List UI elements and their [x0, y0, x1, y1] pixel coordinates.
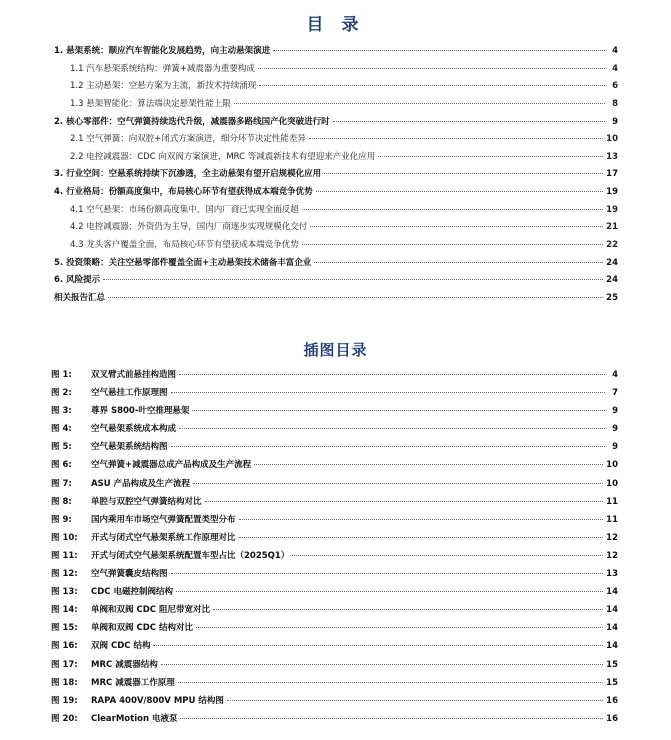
figure-entry-text — [51, 493, 202, 511]
figure-entry[interactable] — [46, 456, 618, 474]
dot-leader — [302, 209, 603, 210]
figure-entry[interactable] — [46, 619, 618, 637]
figure-entry[interactable] — [46, 601, 618, 619]
dot-leader — [333, 121, 605, 122]
dot-leader — [193, 483, 603, 484]
toc-entry-page: 19 — [606, 204, 618, 215]
toc-entry-page: 9 — [612, 116, 618, 127]
toc-entry-page: 4 — [612, 46, 618, 56]
figure-entry-page: 12 — [606, 532, 618, 543]
toc-entry-label: 3. 行业空间：空悬系统持续下沉渗透，全主动悬架有望开启规模化应用 — [54, 169, 322, 180]
figure-number: 图 9: — [51, 514, 72, 525]
figure-title: 空气悬挂工作原理图 — [91, 388, 168, 399]
dot-leader — [179, 374, 605, 375]
dot-leader — [309, 138, 603, 139]
dot-leader — [176, 591, 603, 592]
toc-entry-page: 6 — [612, 81, 618, 92]
toc-entry[interactable] — [46, 272, 618, 290]
figure-entry-text — [51, 456, 251, 474]
dot-leader — [180, 718, 603, 719]
toc-entry-label: 1.3 悬架智能化：算法端决定悬架性能上限 — [70, 98, 231, 109]
dot-leader — [227, 700, 603, 701]
figure-entry-text — [51, 366, 176, 384]
toc-entry-label: 4.1 空气悬架：市场份额高度集中，国内厂商已实现全面反超 — [70, 204, 299, 215]
toc-entry-label: 相关报告汇总 — [54, 292, 106, 303]
figure-title: MRC 减震器结构 — [91, 659, 158, 670]
figure-number: 图 18: — [51, 677, 78, 688]
figure-entry[interactable] — [46, 529, 618, 547]
figures-title: 插图目录 — [303, 341, 368, 359]
figure-entry-text — [51, 710, 177, 728]
figure-number: 图 16: — [51, 641, 78, 652]
figure-title: 空气悬架系统结构图 — [91, 442, 168, 453]
dot-leader — [108, 297, 603, 298]
figure-number: 图 11: — [51, 550, 78, 561]
figure-entry-text — [51, 420, 176, 438]
toc-entry-label: 2.1 空气弹簧：向双腔+闭式方案演进，细分环节决定性能差异 — [70, 134, 306, 145]
toc-entry[interactable] — [46, 114, 618, 132]
dot-leader — [258, 68, 605, 69]
figure-entry-page: 7 — [612, 388, 618, 399]
figure-entry[interactable] — [46, 402, 618, 420]
toc-entry[interactable] — [46, 290, 618, 308]
figure-title: ClearMotion 电液泵 — [91, 713, 178, 724]
figure-entry[interactable] — [46, 692, 618, 710]
dot-leader — [310, 226, 603, 227]
figure-entry-page: 14 — [606, 605, 618, 616]
figure-entry[interactable] — [46, 493, 618, 511]
figure-entry-text — [51, 637, 150, 655]
toc-entry-page: 24 — [606, 275, 618, 286]
figure-title: 开式与闭式空气悬架系统配置车型占比（2025Q1） — [91, 550, 290, 561]
figure-entry-page: 16 — [606, 695, 618, 706]
figure-number: 图 7: — [51, 478, 72, 489]
figure-entry[interactable] — [46, 384, 618, 402]
figure-entry[interactable] — [46, 583, 618, 601]
toc-entry-label: 1.1 汽车悬架系统结构：弹簧+减震器为重要构成 — [70, 63, 255, 74]
toc-entry-label: 5. 投资策略：关注空悬零部件覆盖全面+主动悬架技术储备丰富企业 — [54, 257, 312, 268]
figure-entry[interactable] — [46, 475, 618, 493]
figure-title: 空气弹簧囊皮结构图 — [91, 569, 168, 580]
figure-entry-text — [51, 511, 236, 529]
toc-entry-page: 22 — [606, 240, 618, 251]
toc-entry-page: 8 — [612, 98, 618, 109]
dot-leader — [259, 85, 605, 86]
figure-entry-text — [51, 402, 189, 420]
toc-entry-page: 4 — [612, 63, 618, 74]
dot-leader — [316, 191, 604, 192]
dot-leader — [161, 664, 603, 665]
figure-entry[interactable] — [46, 366, 618, 384]
dot-leader — [171, 392, 605, 393]
figure-title: 开式与闭式空气悬架系统工作原理对比 — [91, 532, 236, 543]
figure-title: 双阀 CDC 结构 — [91, 641, 151, 652]
figure-entry-page: 11 — [606, 496, 618, 507]
figure-entry-text — [51, 565, 168, 583]
figure-title: CDC 电磁控制阀结构 — [91, 587, 173, 598]
toc-entry-label: 6. 风险提示 — [54, 275, 101, 286]
dot-leader — [292, 555, 603, 556]
figure-entry-text — [51, 583, 173, 601]
toc-list — [46, 43, 618, 308]
toc-entry-label: 2.2 电控减震器：CDC 向双阀方案演进，MRC 等减震新技术有望迎来产业化应用 — [70, 151, 376, 162]
dot-leader — [171, 446, 605, 447]
figure-number: 图 12: — [51, 569, 78, 580]
dot-leader — [314, 262, 603, 263]
figure-entry-page: 15 — [606, 659, 618, 670]
figure-number: 图 6: — [51, 460, 72, 471]
figure-title: 双叉臂式前悬挂构造图 — [91, 370, 177, 380]
dot-leader — [192, 410, 605, 411]
toc-entry-label: 4.2 电控减震器：外资仍为主导，国内厂商逐步实现规模化交付 — [70, 222, 308, 233]
figure-title: 单腔与双腔空气弹簧结构对比 — [91, 496, 202, 507]
figure-entry-text — [51, 601, 210, 619]
toc-entry[interactable] — [46, 78, 618, 96]
dot-leader — [153, 645, 603, 646]
toc-entry-page: 19 — [606, 187, 618, 198]
dot-leader — [324, 173, 603, 174]
toc-entry[interactable] — [46, 184, 618, 202]
figure-entry[interactable] — [46, 656, 618, 674]
toc-entry-label: 2. 核心零部件：空气弹簧持续迭代升级，减震器多路线国产化突破进行时 — [54, 116, 330, 127]
toc-entry-label: 4.3 龙头客户覆盖全面，布局核心环节有望获成本端竞争优势 — [70, 240, 299, 251]
figure-entry-page: 12 — [606, 550, 618, 561]
figure-entry-page: 11 — [606, 514, 618, 525]
figure-entry[interactable] — [46, 547, 618, 565]
figure-title: 单阀和双阀 CDC 结构对比 — [91, 623, 193, 634]
toc-entry[interactable] — [46, 43, 618, 61]
figure-entry-text — [51, 384, 168, 402]
figure-entry-page: 16 — [606, 713, 618, 724]
dot-leader — [273, 50, 605, 51]
dot-leader — [171, 573, 604, 574]
toc-entry[interactable] — [46, 149, 618, 167]
toc-entry-page: 17 — [606, 169, 618, 180]
figure-title: RAPA 400V/800V MPU 结构图 — [91, 695, 224, 706]
figure-entry-page: 9 — [612, 442, 618, 453]
dot-leader — [179, 428, 605, 429]
toc-entry[interactable] — [46, 166, 618, 184]
figure-entry-page: 10 — [606, 478, 618, 489]
figure-entry-page: 9 — [612, 406, 618, 417]
figure-number: 图 17: — [51, 659, 78, 670]
figure-entry-page: 14 — [606, 641, 618, 652]
figure-entry-text — [51, 692, 224, 710]
figure-entry[interactable] — [46, 710, 618, 728]
toc-entry-page: 13 — [606, 151, 618, 162]
figure-entry[interactable] — [46, 420, 618, 438]
figure-number: 图 14: — [51, 605, 78, 616]
figure-number: 图 3: — [51, 406, 72, 417]
toc-entry-label: 1. 悬架系统：顺应汽车智能化发展趋势，向主动悬架演进 — [54, 46, 271, 56]
figure-title: 尊界 S800-叶空推理悬架 — [91, 406, 190, 417]
figure-number: 图 13: — [51, 587, 78, 598]
toc-entry-label: 4. 行业格局：份额高度集中，布局核心环节有望获得成本端竞争优势 — [54, 187, 313, 198]
dot-leader — [196, 627, 603, 628]
dot-leader — [254, 464, 603, 465]
figure-title: 单阀和双阀 CDC 阻尼带宽对比 — [91, 605, 210, 616]
dot-leader — [103, 279, 603, 280]
dot-leader — [213, 609, 603, 610]
figure-number: 图 10: — [51, 532, 78, 543]
figure-entry-page: 9 — [612, 424, 618, 435]
figure-number: 图 20: — [51, 713, 78, 724]
figure-number: 图 2: — [51, 388, 72, 399]
dot-leader — [239, 537, 604, 538]
figure-entry[interactable] — [46, 511, 618, 529]
toc-entry[interactable] — [46, 237, 618, 255]
figure-entry-page: 13 — [606, 569, 618, 580]
dot-leader — [205, 501, 604, 502]
figure-entry-text — [51, 529, 236, 547]
figure-title: 国内乘用车市场空气弹簧配置类型分布 — [91, 514, 236, 525]
dot-leader — [378, 156, 603, 157]
figure-number: 图 19: — [51, 695, 78, 706]
toc-entry-page: 10 — [606, 134, 618, 145]
dot-leader — [178, 682, 603, 683]
figure-number: 图 1: — [51, 370, 72, 380]
figure-title: MRC 减震器工作原理 — [91, 677, 175, 688]
figure-entry-text — [51, 656, 158, 674]
figure-number: 图 15: — [51, 623, 78, 634]
figure-entry-page: 10 — [606, 460, 618, 471]
toc-entry[interactable] — [46, 96, 618, 114]
figure-entry-text — [51, 475, 190, 493]
figure-entry-text — [51, 547, 289, 565]
toc-entry[interactable] — [46, 202, 618, 220]
figure-number: 图 8: — [51, 496, 72, 507]
figure-number: 图 4: — [51, 424, 72, 435]
figure-entry-page: 14 — [606, 623, 618, 634]
figure-entry[interactable] — [46, 637, 618, 655]
toc-entry[interactable] — [46, 61, 618, 79]
figure-entry-text — [51, 674, 175, 692]
figure-number: 图 5: — [51, 442, 72, 453]
toc-entry-page: 25 — [606, 292, 618, 303]
figure-entry[interactable] — [46, 565, 618, 583]
dot-leader — [302, 244, 603, 245]
figure-entry[interactable] — [46, 438, 618, 456]
figure-entry-page: 14 — [606, 587, 618, 598]
figure-title: 空气弹簧+减震器总成产品构成及生产流程 — [91, 460, 252, 471]
toc-entry[interactable] — [46, 219, 618, 237]
figure-entry-page: 15 — [606, 677, 618, 688]
toc-entry-page: 24 — [606, 257, 618, 268]
figure-title: 空气悬架系统成本构成 — [91, 424, 177, 435]
toc-entry[interactable] — [46, 131, 618, 149]
figure-title: ASU 产品构成及生产流程 — [91, 478, 191, 489]
toc-entry-label: 1.2 主动悬架：空悬方案为主流，新技术持续涌现 — [70, 81, 257, 92]
figure-entry[interactable] — [46, 674, 618, 692]
toc-entry[interactable] — [46, 255, 618, 273]
dot-leader — [234, 103, 605, 104]
dot-leader — [239, 519, 604, 520]
toc-entry-page: 21 — [606, 222, 618, 233]
figure-entry-text — [51, 619, 193, 637]
figures-list — [46, 366, 618, 728]
figure-entry-text — [51, 438, 168, 456]
toc-title: 目 录 — [306, 15, 365, 35]
figure-entry-page: 4 — [612, 370, 618, 380]
